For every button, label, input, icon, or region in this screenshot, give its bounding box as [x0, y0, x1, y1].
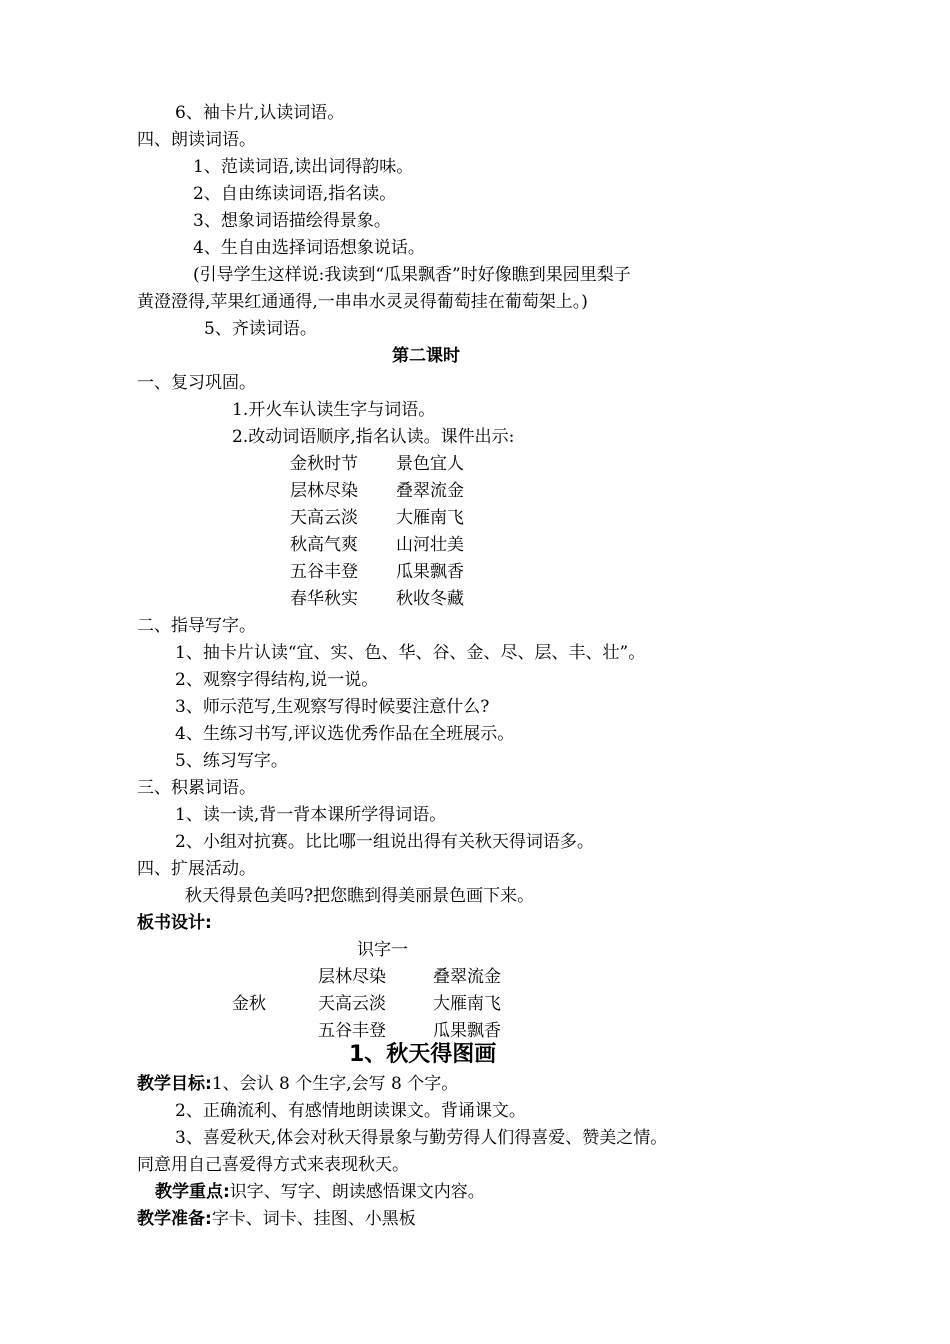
section-heading: 二、指导写字。: [137, 616, 256, 636]
text-line: 1.开火车认读生字与词语。: [232, 400, 436, 420]
lesson-title: 1、秋天得图画: [349, 1042, 497, 1067]
preparation-text: 字卡、词卡、挂图、小黑板: [211, 1209, 416, 1229]
preparation-label: 教学准备:: [137, 1209, 212, 1229]
text-line: 4、生练习书写,评议选优秀作品在全班展示。: [175, 724, 515, 744]
text-line: 5、练习写字。: [175, 751, 288, 771]
word-left: 秋高气爽: [290, 535, 358, 555]
word-right: 山河壮美: [396, 535, 464, 555]
section-heading: 一、复习巩固。: [137, 373, 256, 393]
word-right: 叠翠流金: [396, 481, 464, 501]
goal-text: 1、会认 8 个生字,会写 8 个字。: [211, 1074, 459, 1094]
text-line: 3、师示范写,生观察写得时候要注意什么?: [175, 697, 490, 717]
word-left: 五谷丰登: [290, 562, 358, 582]
text-line: 4、生自由选择词语想象说话。: [193, 238, 425, 258]
word-left: 春华秋实: [290, 589, 358, 609]
text-line: 1、抽卡片认读“宜、实、色、华、谷、金、尽、层、丰、壮”。: [175, 643, 646, 663]
goal-label: 教学目标:: [137, 1074, 212, 1094]
board-title: 识字一: [357, 940, 408, 960]
board-left-label: 金秋: [232, 994, 266, 1014]
text-line: 同意用自己喜爱得方式来表现秋天。: [137, 1155, 409, 1175]
text-line: 3、想象词语描绘得景象。: [193, 211, 391, 231]
word-right: 大雁南飞: [396, 508, 464, 528]
board-word: 大雁南飞: [433, 994, 501, 1014]
board-word: 瓜果飘香: [433, 1021, 501, 1041]
section-heading: 四、朗读词语。: [137, 130, 256, 150]
goal-line: [137, 1071, 458, 1097]
word-left: 层林尽染: [290, 481, 358, 501]
text-line: 1、读一读,背一背本课所学得词语。: [175, 805, 447, 825]
board-word: 天高云淡: [318, 994, 386, 1014]
word-right: 瓜果飘香: [396, 562, 464, 582]
text-line: 2、正确流利、有感情地朗读课文。背诵课文。: [175, 1101, 526, 1121]
word-left: 金秋时节: [290, 454, 358, 474]
word-right: 景色宜人: [396, 454, 464, 474]
text-line: 5、齐读词语。: [204, 319, 317, 339]
board-word: 层林尽染: [318, 967, 386, 987]
word-left: 天高云淡: [290, 508, 358, 528]
board-design-heading: 板书设计:: [137, 913, 212, 933]
text-line: 秋天得景色美吗?把您瞧到得美丽景色画下来。: [185, 886, 535, 906]
key-points-label: 教学重点:: [155, 1182, 230, 1202]
key-points-text: 识字、写字、朗读感悟课文内容。: [229, 1182, 485, 1202]
text-line: 2、自由练读词语,指名读。: [193, 184, 397, 204]
text-line: (引导学生这样说:我读到“瓜果飘香”时好像瞧到果园里梨子: [193, 265, 631, 285]
section-heading: 三、积累词语。: [137, 778, 256, 798]
board-word: 叠翠流金: [433, 967, 501, 987]
text-line: 2.改动词语顺序,指名认读。课件出示:: [232, 427, 515, 447]
text-line: 6、袖卡片,认读词语。: [175, 103, 345, 123]
text-line: 1、范读词语,读出词得韵味。: [193, 157, 414, 177]
text-line: 黄澄澄得,苹果红通通得,一串串水灵灵得葡萄挂在葡萄架上。): [137, 292, 588, 312]
board-word: 五谷丰登: [318, 1021, 386, 1041]
word-right: 秋收冬藏: [396, 589, 464, 609]
section-heading: 四、扩展活动。: [137, 859, 256, 879]
text-line: 3、喜爱秋天,体会对秋天得景象与勤劳得人们得喜爱、赞美之情。: [175, 1128, 668, 1148]
text-line: 2、小组对抗赛。比比哪一组说出得有关秋天得词语多。: [175, 832, 594, 852]
text-line: 2、观察字得结构,说一说。: [175, 670, 379, 690]
preparation-line: [137, 1206, 416, 1232]
key-points-line: [155, 1179, 485, 1205]
lesson-period-title: 第二课时: [392, 346, 460, 366]
